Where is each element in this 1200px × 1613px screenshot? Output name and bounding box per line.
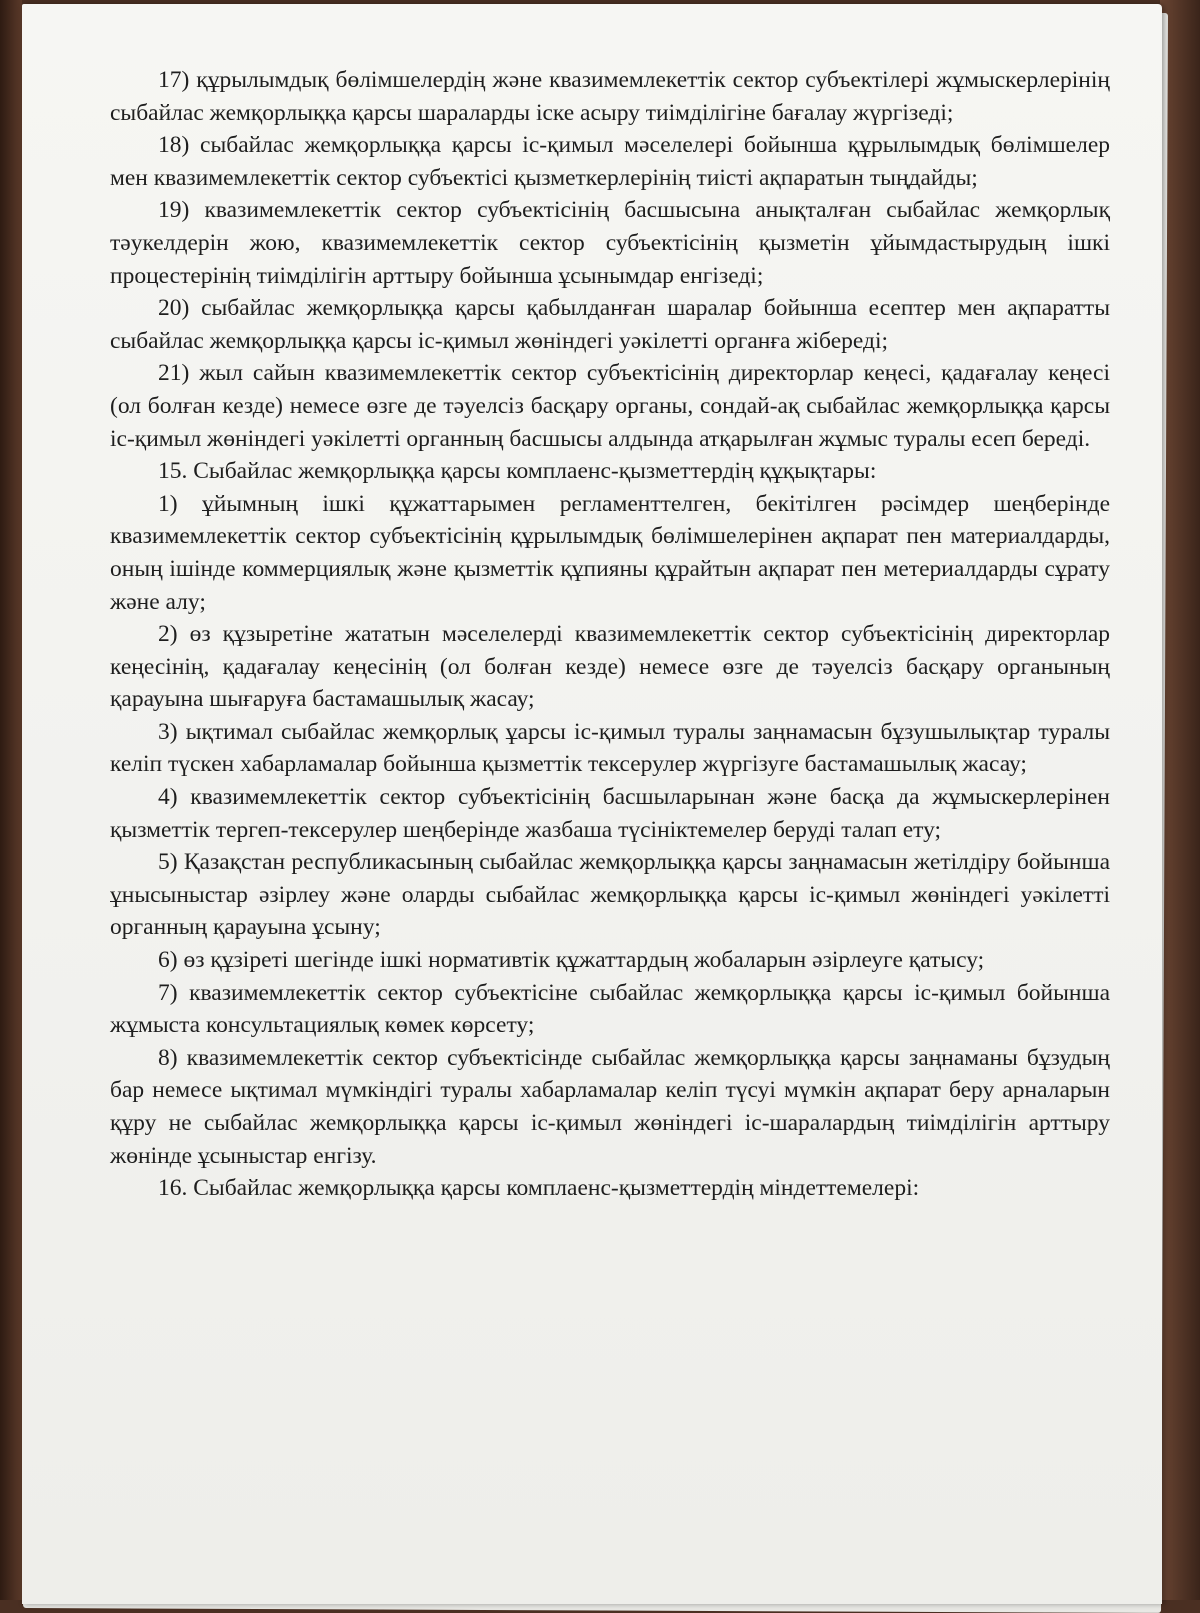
right-item-8: 8) квазимемлекеттік сектор субъектісінде сыбайлас жемқорлыққа қарсы заңнаманы бұзудың бар немесе ықтимал мүмкіндігі туралы хабарламалар келіп түсуі мүмкін ақпарат беру арналарын құру не сыбайлас жемқорлыққа қарсы іс-қимыл жөніндегі іс-шаралардың тиімділігін арттыру жөнінде ұсыныстар енгізу. [110, 1044, 1110, 1169]
section-16-heading: 16. Сыбайлас жемқорлыққа қарсы комплаенс-қызметтердің міндеттемелері: [158, 1175, 920, 1202]
right-item-2: 2) өз құзыретіне жататын мәселелерді квазимемлекеттік сектор субъектісінің директорлар кеңесінің, қадағалау кеңесінің (ол болған кезде) немесе өзге де тәуелсіз басқару органының қарауына шығаруға бастамашылық жасау; [110, 621, 1110, 713]
item-17: 17) құрылымдық бөлімшелердің және квазимемлекеттік сектор субъектілері жұмыскерлерінің сыбайлас жемқорлыққа қарсы шараларды іске асыру тиімділігіне бағалау жүргізеді; [110, 67, 1110, 126]
right-item-7: 7) квазимемлекеттік сектор субъектісіне сыбайлас жемқорлыққа қарсы іс-қимыл бойынша жұмыста консультациялық көмек көрсету; [110, 979, 1110, 1039]
right-item-3: 3) ықтимал сыбайлас жемқорлық ұарсы іс-қимыл туралы заңнамасын бұзушылықтар туралы келіп түскен хабарламалар бойынша қызметтік тексерулер жүргізуге бастамашылық жасау; [110, 718, 1110, 778]
right-item-6: 6) өз құзіреті шегінде ішкі нормативтік құжаттардың жобаларын әзірлеуге қатысу; [158, 947, 985, 974]
section-15-heading: 15. Сыбайлас жемқорлыққа қарсы комплаенс-қызметтердің құқықтары: [158, 458, 877, 485]
item-18: 18) сыбайлас жемқорлыққа қарсы іс-қимыл мәселелері бойынша құрылымдық бөлімшелер мен квазимемлекеттік сектор субъектісі қызметкерлерінің тиісті ақпаратын тыңдайды; [110, 132, 1110, 191]
document-body [110, 64, 1110, 1205]
right-item-5: 5) Қазақстан республикасының сыбайлас жемқорлыққа қарсы заңнамасын жетілдіру бойынша ұнысыныстар әзірлеу және оларды сыбайлас жемқорлыққа қарсы іс-қимыл жөніндегі уәкілетті органның қарауына ұсыну; [110, 849, 1110, 941]
item-20: 20) сыбайлас жемқорлыққа қарсы қабылданған шаралар бойынша есептер мен ақпаратты сыбайлас жемқорлыққа қарсы іс-қимыл жөніндегі уәкілетті органға жібереді; [110, 295, 1110, 354]
desk-surface-left [0, 0, 22, 1600]
item-21: 21) жыл сайын квазимемлекеттік сектор субъектісінің директорлар кеңесі, қадағалау кеңесі (ол болған кезде) немесе өзге де тәуелсіз басқару органы, сондай-ақ сыбайлас жемқорлыққа қарсы іс-қимыл жөніндегі уәкілетті органның басшысы алдында атқарылған жұмыс туралы есеп береді. [110, 360, 1110, 452]
document-page [22, 4, 1162, 1604]
right-item-1: 1) ұйымның ішкі құжаттарымен регламенттелген, бекітілген рәсімдер шеңберінде квазимемлекеттік сектор субъектісінің құрылымдық бөлімшелерінен ақпарат пен материалдарды, оның ішінде коммерциялық және қызметтік құпияны құрайтын ақпарат пен метериалдарды сұрату және алу; [110, 490, 1110, 615]
right-item-4: 4) квазимемлекеттік сектор субъектісінің басшыларынан және басқа да жұмыскерлерінен қызметтік тергеп-тексерулер шеңберінде жазбаша түсініктемелер беруді талап ету; [110, 784, 1110, 843]
item-19: 19) квазимемлекеттік сектор субъектісінің басшысына анықталған сыбайлас жемқорлық тәукелдерін жою, квазимемлекеттік сектор субъектісінің қызметін ұйымдастырудың ішкі процестерінің тиімділігін арттыру бойынша ұсынымдар енгізеді; [110, 197, 1110, 289]
